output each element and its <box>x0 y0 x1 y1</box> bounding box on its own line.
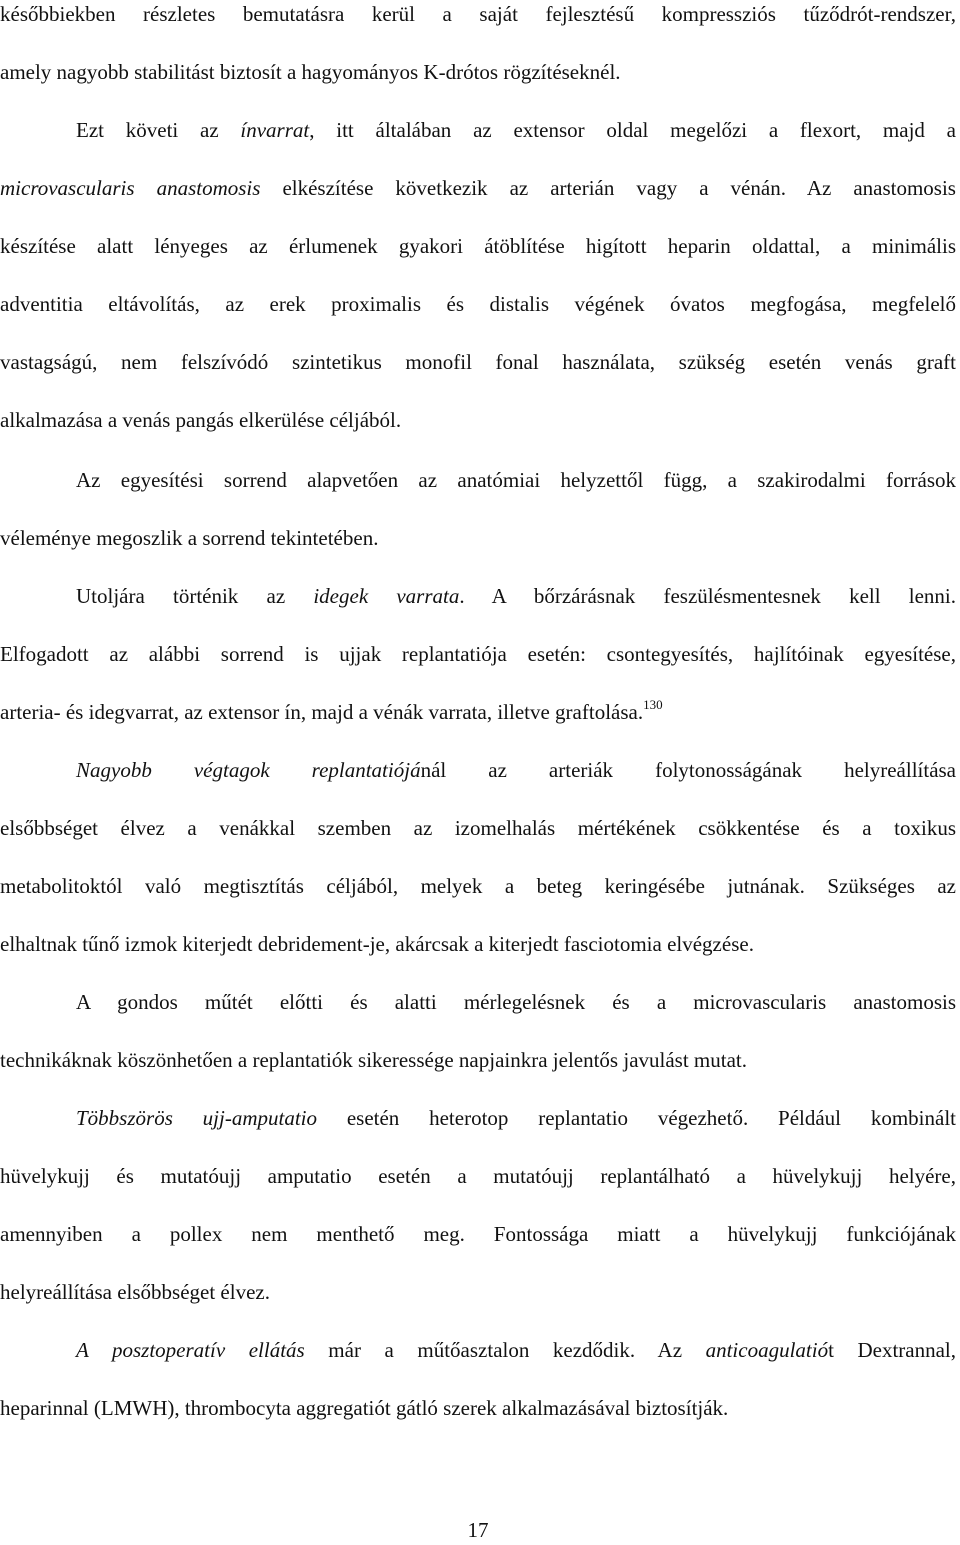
paragraph-careful-surgery <box>0 973 956 1089</box>
paragraph-limb-replantation <box>0 741 956 973</box>
text-line: későbbiekben részletes bemutatásra kerül a saját fejlesztésű kompressziós tűződrót-rendszer, <box>0 2 956 26</box>
text-line: microvascularis anastomosis elkészítése következik az arterián vagy a vénán. Az anastomosis <box>0 176 956 200</box>
paragraph-postoperative-care <box>0 1321 956 1437</box>
text-line: alkalmazása a venás pangás elkerülése céljából. <box>0 408 402 432</box>
italic-term-postoperative-care: A posztoperatív ellátás <box>76 1338 305 1362</box>
text-line: helyreállítása elsőbbséget élvez. <box>0 1280 270 1304</box>
text-line: elhaltnak tűnő izmok kiterjedt debridement-je, akárcsak a kiterjedt fasciotomia elvégzése. <box>0 932 754 956</box>
italic-term-multiple-amputation: Többszörös ujj-amputatio <box>76 1106 318 1130</box>
text-line: vastagságú, nem felszívódó szintetikus monofil fonal használata, szükség esetén venás graft <box>0 350 956 374</box>
italic-term-tendon-suture: ínvarrat <box>240 118 310 142</box>
text-line: A posztoperatív ellátás már a műtőasztalon kezdődik. Az anticoagulatiót Dextrannal, <box>76 1338 957 1362</box>
text-line: készítése alatt lényeges az érlumenek gyakori átöblítése higított heparin oldattal, a minimális <box>0 234 956 258</box>
text-line: hüvelykujj és mutatóujj amputatio esetén a mutatóujj replantálható a hüvelykujj helyére, <box>0 1164 956 1188</box>
text-line: elsőbbséget élvez a venákkal szemben az izomelhalás mértékének csökkentése és a toxikus <box>0 816 956 840</box>
paragraph-sequence <box>0 451 956 567</box>
text-line: Nagyobb végtagok replantatiójánál az arteriák folytonosságának helyreállítása <box>76 758 957 782</box>
text-line: Ezt követi az ínvarrat, itt általában az extensor oldal megelőzi a flexort, majd a <box>76 118 956 142</box>
text-line: technikáknak köszönhetően a replantatiók sikeressége napjainkra jelentős javulást mutat. <box>0 1048 747 1072</box>
paragraph-tendon-suture <box>0 101 956 449</box>
text-line: A gondos műtét előtti és alatti mérlegelésnek és a microvascularis anastomosis <box>76 990 956 1014</box>
paragraph-multiple-amputation <box>0 1089 956 1321</box>
footnote-reference: 130 <box>643 697 663 712</box>
italic-term-limb-replantation: Nagyobb végtagok replantatiójá <box>76 758 421 782</box>
text-line: heparinnal (LMWH), thrombocyta aggregatiót gátló szerek alkalmazásával biztosítják. <box>0 1396 729 1420</box>
text-line: adventitia eltávolítás, az erek proximalis és distalis végének óvatos megfogása, megfelelő <box>0 292 956 316</box>
italic-term-anastomosis: microvascularis anastomosis <box>0 176 261 200</box>
page-number: 17 <box>467 1518 489 1542</box>
paragraph-wire-system <box>0 0 956 101</box>
text-line: véleménye megoszlik a sorrend tekintetében. <box>0 526 379 550</box>
text-line: metabolitoktól való megtisztítás céljából, melyek a beteg keringésébe jutnának. Szükséges az <box>0 874 956 898</box>
text-line: amely nagyobb stabilitást biztosít a hagyományos K-drótos rögzítéseknél. <box>0 60 621 84</box>
text-line: Utoljára történik az idegek varrata. A bőrzárásnak feszülésmentesnek kell lenni. <box>76 584 957 608</box>
paragraph-nerve-suture <box>0 567 956 741</box>
text-line: arteria- és idegvarrat, az extensor ín, majd a vénák varrata, illetve graftolása.$^{130}$ <box>0 697 663 724</box>
italic-term-nerve-suture: idegek varrata <box>313 584 460 608</box>
text-line: Többszörös ujj-amputatio esetén heterotop replantatio végezhető. Például kombinált <box>76 1106 956 1130</box>
text-line: Elfogadott az alábbi sorrend is ujjak replantatiója esetén: csontegyesítés, hajlítóinak egyesítése, <box>0 642 956 666</box>
text-line: Az egyesítési sorrend alapvetően az anatómiai helyzettől függ, a szakirodalmi források <box>76 468 956 492</box>
text-line: amennyiben a pollex nem menthető meg. Fontossága miatt a hüvelykujj funkciójának <box>0 1222 956 1246</box>
italic-term-anticoagulation: anticoagulatió <box>705 1338 829 1362</box>
